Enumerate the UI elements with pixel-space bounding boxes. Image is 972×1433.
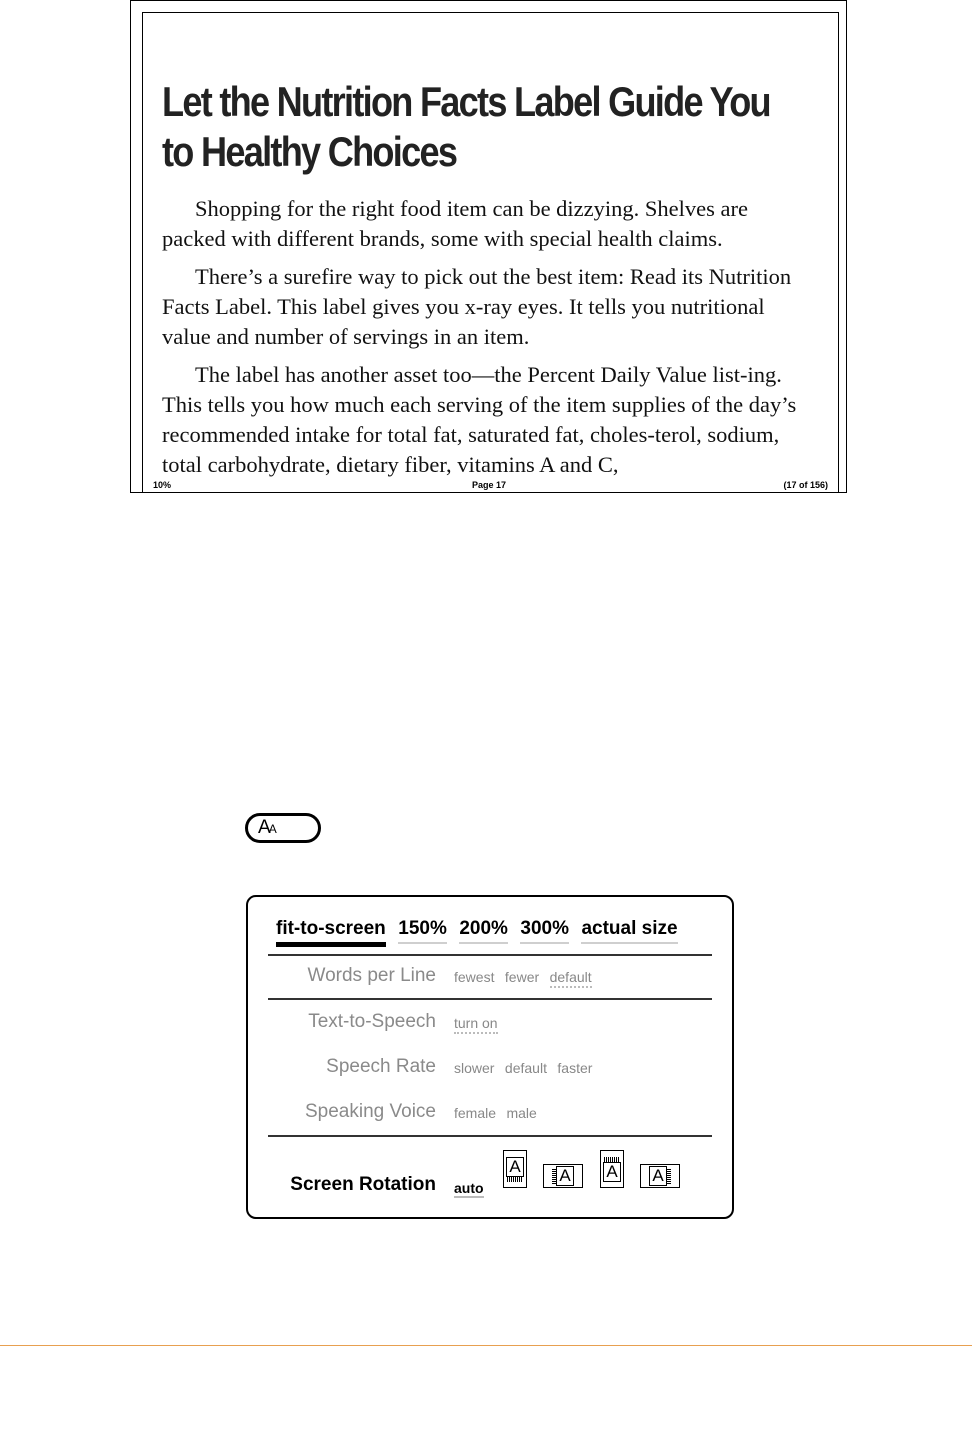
rotation-portrait-flipped-icon[interactable] (600, 1150, 624, 1188)
words-default-option[interactable]: default (550, 969, 592, 988)
page-footer (153, 480, 828, 492)
rotation-letter: A (556, 1166, 573, 1186)
page-number: Page 17 (472, 480, 507, 490)
text-to-speech-label: Text-to-Speech (308, 1011, 436, 1032)
zoom-actual-size[interactable]: actual size (581, 918, 677, 944)
rotation-letter: A (506, 1157, 523, 1177)
heading-line-2: to Healthy Choices (162, 128, 457, 175)
font-key-big-a: A (258, 817, 269, 838)
font-key-small-a: A (268, 822, 275, 836)
speaking-voice-label: Speaking Voice (305, 1101, 436, 1122)
zoom-150[interactable]: 150% (398, 918, 447, 944)
rotation-letter: A (649, 1166, 666, 1186)
paragraph: There’s a surefire way to pick out the best item: Read its Nutrition Facts Label. This label gives you x-ray eyes. It tells you nutritional value and number of servings in an item. (162, 264, 792, 349)
words-fewest-option[interactable]: fewest (454, 969, 495, 985)
words-fewer-option[interactable]: fewer (504, 969, 540, 985)
screen-rotation-label: Screen Rotation (290, 1174, 436, 1195)
rate-faster-option[interactable]: faster (557, 1060, 593, 1076)
speaking-voice-row (248, 1101, 732, 1131)
paragraph: Shopping for the right food item can be dizzying. Shelves are packed with different brands, some with special health claims. (162, 196, 748, 251)
zoom-300[interactable]: 300% (520, 918, 569, 944)
words-per-line-row (248, 965, 732, 995)
rate-default-option[interactable]: default (504, 1060, 547, 1076)
rotation-landscape-right-icon[interactable] (640, 1164, 680, 1188)
page-bottom-rule (0, 1345, 972, 1346)
hatch-icon (667, 1168, 671, 1184)
zoom-200[interactable]: 200% (459, 918, 508, 944)
text-settings-panel (246, 895, 734, 1219)
rotation-portrait-icon[interactable] (503, 1150, 527, 1188)
divider (268, 998, 712, 1000)
zoom-options (276, 918, 686, 950)
paragraph: The label has another asset too—the Percent Daily Value list-ing. This tells you how much each serving of the item supplies of the day’s recommended intake for total fat, saturated fat, choles-terol, sodium, total carbohydrate, dietary fiber, vitamins A and C, (162, 362, 797, 477)
body-text (162, 194, 802, 488)
divider (268, 954, 712, 956)
speech-rate-label: Speech Rate (326, 1056, 436, 1077)
divider (268, 1135, 712, 1137)
rotation-letter: A (603, 1162, 620, 1182)
zoom-fit-to-screen[interactable]: fit-to-screen (276, 918, 386, 947)
tts-turn-on-option[interactable]: turn on (454, 1015, 498, 1034)
page-heading (162, 77, 770, 177)
kindle-page-screenshot (130, 0, 847, 493)
voice-male-option[interactable]: male (506, 1105, 537, 1121)
words-per-line-label: Words per Line (307, 965, 436, 986)
hatch-icon (507, 1177, 523, 1182)
text-to-speech-row (248, 1011, 732, 1041)
reading-progress-percent: 10% (153, 480, 172, 490)
speech-rate-row (248, 1056, 732, 1086)
page-count: (17 of 156) (783, 480, 828, 490)
rotation-landscape-left-icon[interactable] (543, 1164, 583, 1188)
font-size-key[interactable] (245, 813, 321, 843)
heading-line-1: Let the Nutrition Facts Label Guide You (162, 78, 770, 125)
voice-female-option[interactable]: female (454, 1105, 497, 1121)
rotation-auto-option[interactable]: auto (454, 1180, 484, 1196)
rate-slower-option[interactable]: slower (454, 1060, 495, 1076)
